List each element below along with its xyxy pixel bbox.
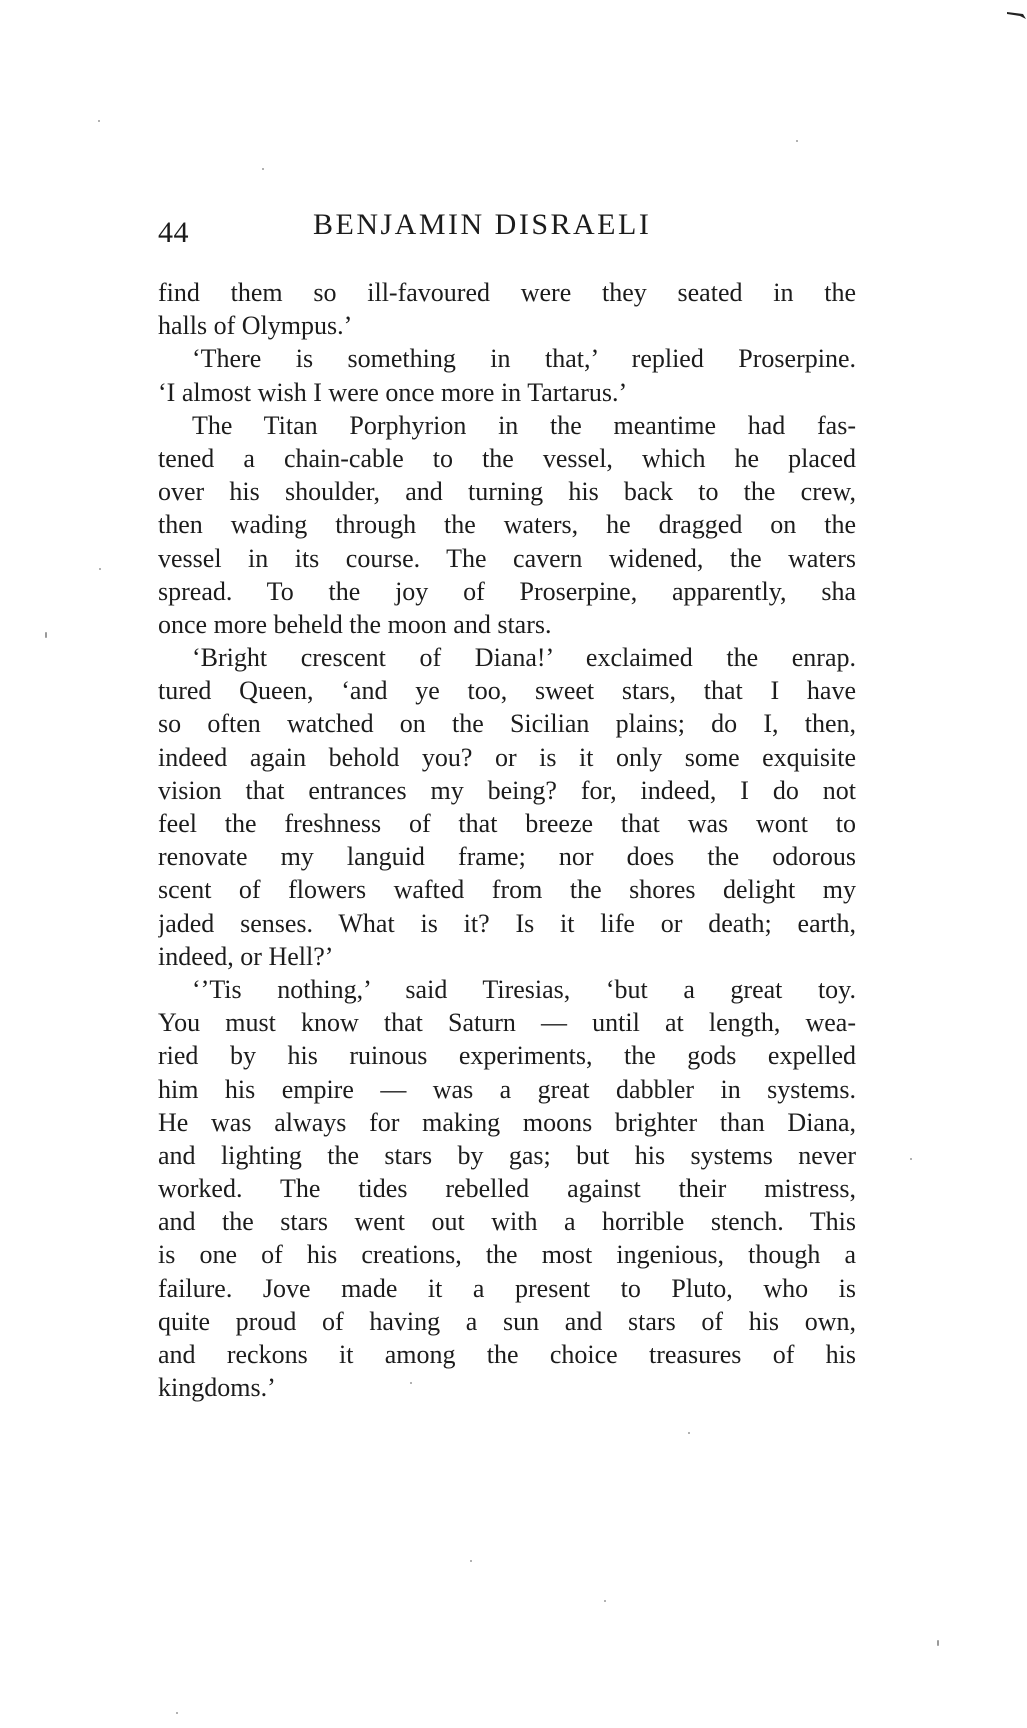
text-line: kingdoms.’: [158, 1373, 276, 1403]
text-line: tured Queen, ‘and ye too, sweet stars, that I have: [158, 676, 856, 706]
text-line: indeed again behold you? or is it only some exquisite: [158, 742, 856, 772]
text-line: so often watched on the Sicilian plains; do I, then,: [158, 709, 856, 739]
paper-speck: [98, 120, 100, 122]
text-line: scent of flowers wafted from the shores delight my: [158, 875, 856, 905]
text-line: him his empire — was a great dabbler in systems.: [158, 1074, 856, 1104]
page-header: [158, 208, 863, 252]
paper-speck: [99, 568, 101, 570]
text-line: tened a chain-cable to the vessel, which he placed: [158, 443, 856, 473]
text-line: spread. To the joy of Proserpine, apparently, sha: [158, 576, 856, 606]
text-line: feel the freshness of that breeze that was wont to: [158, 809, 856, 838]
body-text: [158, 276, 856, 1404]
text-line: worked. The tides rebelled against their mistress,: [158, 1174, 856, 1204]
text-line: find them so ill-favoured were they seated in the: [158, 278, 856, 307]
text-line: then wading through the waters, he dragged on the: [158, 510, 856, 540]
text-line: vessel in its course. The cavern widened, the waters: [158, 543, 856, 573]
text-line: ried by his ruinous experiments, the gods expelled: [158, 1041, 856, 1071]
text-line: halls of Olympus.’: [158, 311, 353, 341]
page-number: 44: [158, 216, 189, 249]
text-line: and the stars went out with a horrible stench. This: [158, 1207, 856, 1237]
text-line: ‘I almost wish I were once more in Tartarus.’: [158, 377, 628, 407]
text-line: jaded senses. What is it? Is it life or death; earth,: [158, 908, 856, 938]
text-line: is one of his creations, the most ingenious, though a: [158, 1240, 856, 1270]
text-line: renovate my languid frame; nor does the odorous: [158, 842, 856, 872]
text-line: quite proud of having a sun and stars of his own,: [158, 1306, 856, 1336]
text-line: ‘Bright crescent of Diana!’ exclaimed the enrap.: [192, 643, 856, 673]
text-line: indeed, or Hell?’: [158, 941, 334, 971]
text-line: vision that entrances my being? for, indeed, I do not: [158, 775, 856, 805]
paper-speck: [937, 1640, 939, 1646]
page-corner-mark: [1007, 10, 1027, 20]
paper-speck: [910, 1158, 912, 1160]
paper-speck: [796, 140, 798, 142]
text-line: ‘’Tis nothing,’ said Tiresias, ‘but a great toy.: [192, 974, 856, 1004]
text-line: failure. Jove made it a present to Pluto, who is: [158, 1273, 856, 1303]
text-line: over his shoulder, and turning his back to the crew,: [158, 477, 856, 507]
paper-speck: [470, 1560, 472, 1562]
paper-speck: [604, 1600, 606, 1602]
running-head: BENJAMIN DISRAELI: [313, 208, 652, 241]
text-line: He was always for making moons brighter than Diana,: [158, 1107, 856, 1137]
text-line: once more beheld the moon and stars.: [158, 609, 552, 639]
text-line: and reckons it among the choice treasures of his: [158, 1340, 856, 1369]
text-line: ‘There is something in that,’ replied Proserpine.: [192, 344, 856, 374]
paper-speck: [262, 168, 264, 170]
paper-speck: [688, 1432, 690, 1434]
paper-speck: [176, 1712, 178, 1714]
text-line: and lighting the stars by gas; but his systems never: [158, 1140, 856, 1170]
text-line: The Titan Porphyrion in the meantime had fas-: [192, 410, 856, 440]
paper-speck: [410, 1382, 412, 1384]
text-line: You must know that Saturn — until at length, wea-: [158, 1008, 856, 1038]
paper-speck: [45, 632, 47, 638]
